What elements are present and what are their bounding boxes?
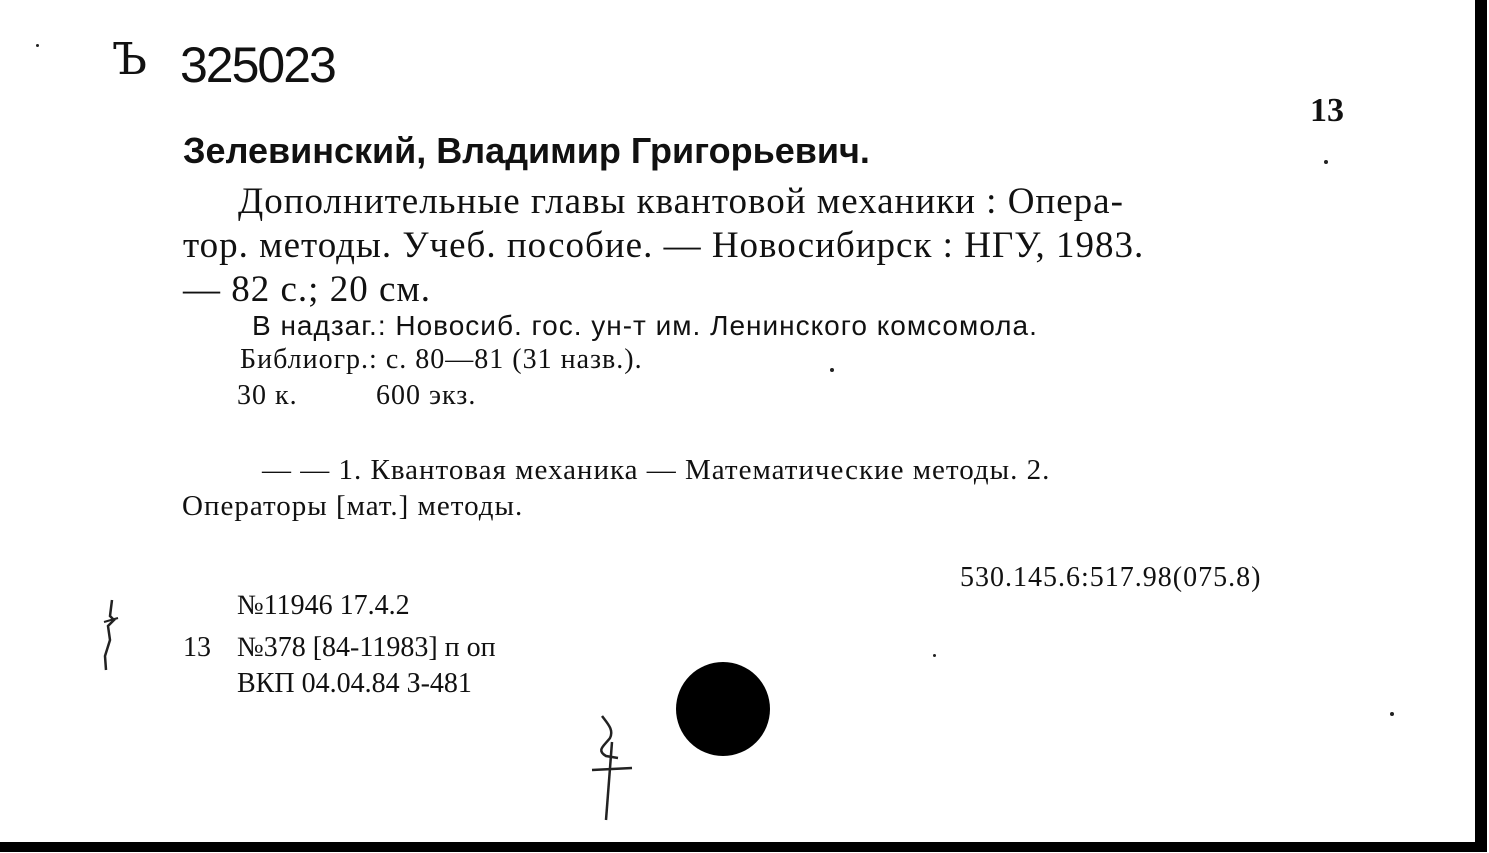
speck	[36, 44, 39, 47]
speck	[830, 368, 834, 372]
handwritten-mark: Ъ	[112, 34, 147, 85]
note-line: В надзаг.: Новосиб. гос. ун-т им. Ленинского комсомола.	[252, 310, 1038, 341]
speck	[1390, 712, 1394, 716]
punch-hole	[676, 662, 770, 756]
price: 30 к.	[237, 380, 298, 411]
record-line: ВКП 04.04.84 З-481	[237, 668, 472, 699]
speck	[933, 654, 936, 657]
note-line: Библиогр.: с. 80—81 (31 назв.).	[240, 344, 643, 375]
description-line: — 82 с.; 20 см.	[183, 269, 432, 310]
page-number: 13	[1310, 92, 1344, 129]
description-line: Дополнительные главы квантовой механики : Опера-	[238, 181, 1124, 222]
speck	[1324, 160, 1328, 164]
record-prefix: 13	[183, 632, 211, 663]
record-line: №378 [84-11983] п оп	[237, 632, 496, 663]
subjects-line: Операторы [мат.] методы.	[182, 490, 524, 522]
record-line: №11946 17.4.2	[237, 590, 410, 621]
subjects-line: — — 1. Квантовая механика — Математические методы. 2.	[262, 454, 1051, 486]
description-line: тор. методы. Учеб. пособие. — Новосибирск : НГУ, 1983.	[183, 225, 1145, 266]
copies: 600 экз.	[376, 380, 477, 411]
handwritten-mark-bottom	[590, 712, 640, 824]
udc-code: 530.145.6:517.98(075.8)	[960, 562, 1262, 593]
catalog-number: 325023	[180, 37, 335, 93]
handwritten-mark-left	[96, 596, 126, 676]
author-heading: Зелевинский, Владимир Григорьевич.	[183, 130, 870, 171]
